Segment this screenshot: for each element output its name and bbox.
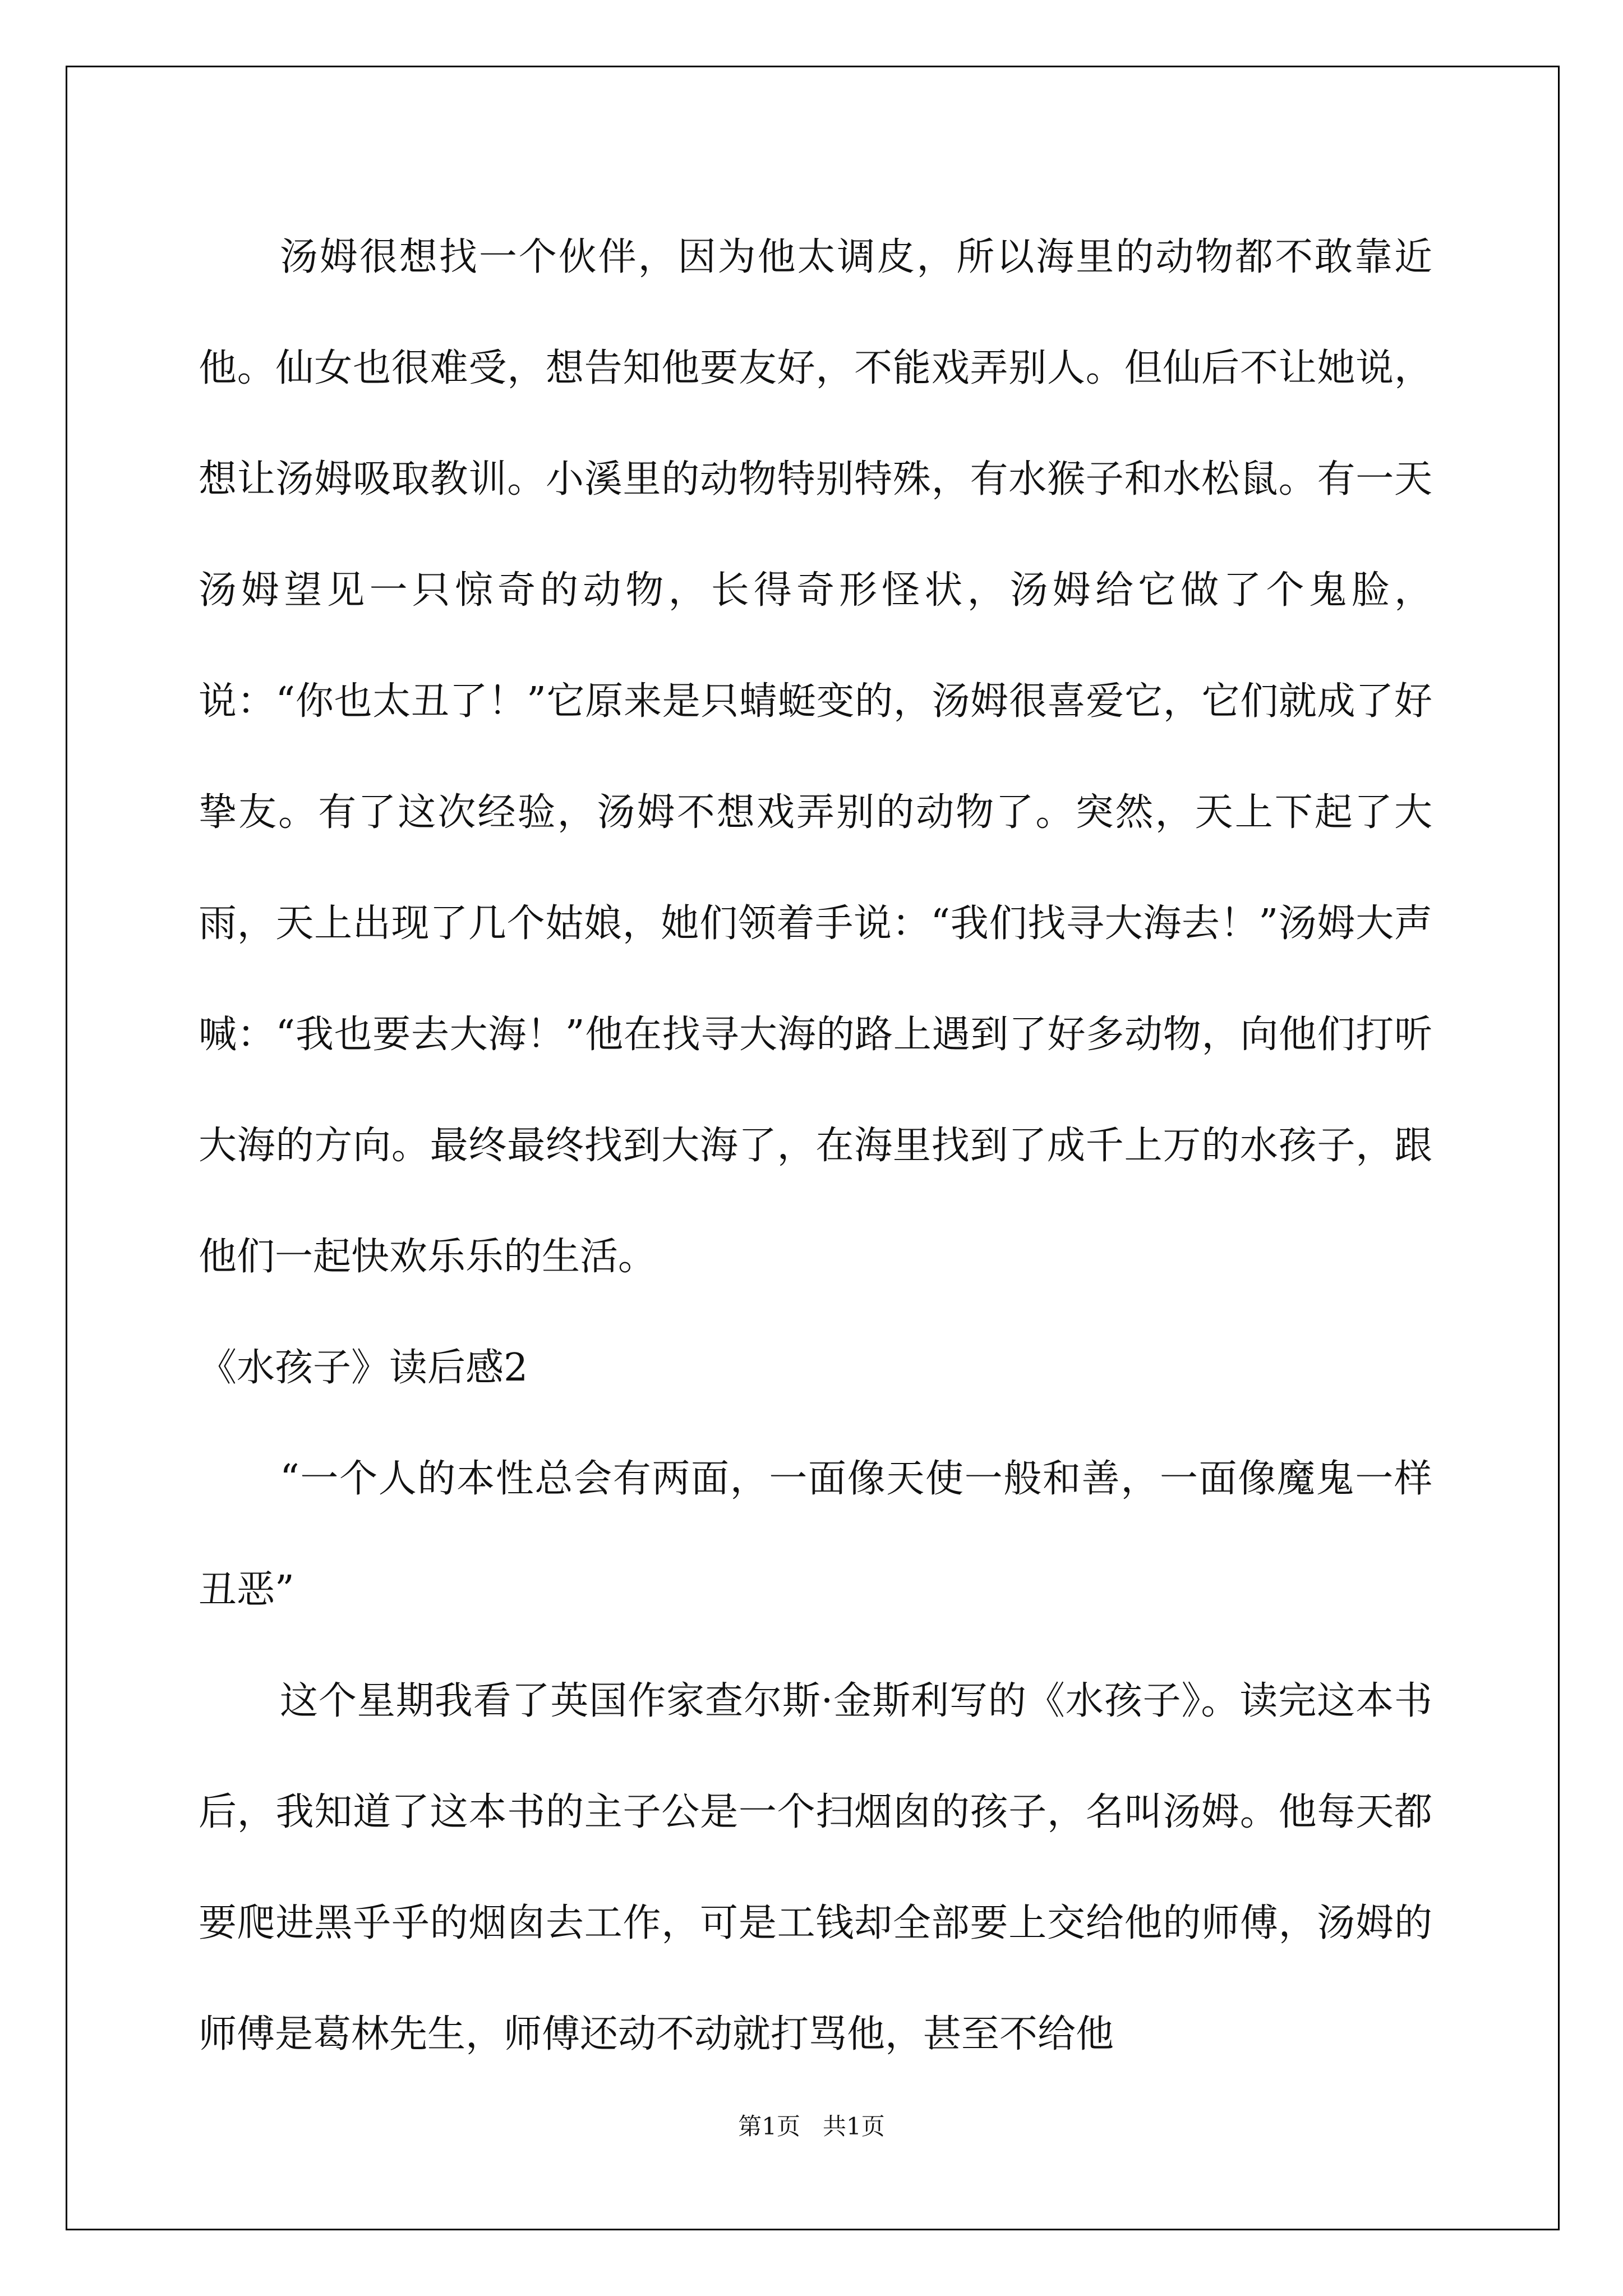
page-footer: 第1页 共1页	[738, 2113, 885, 2140]
paragraph-story-summary: 汤姆很想找一个伙伴，因为他太调皮，所以海里的动物都不敢靠近他。仙女也很难受，想告知他要友好，不能戏弄别人。但仙后不让她说，想让汤姆吸取教训。小溪里的动物特别特殊，有水猴子和水松鼠。有一天汤姆望见一只惊奇的动物，长得奇形怪状，汤姆给它做了个鬼脸，说：“你也太丑了！”它原来是只蜻蜓变的，汤姆很喜爱它，它们就成了好挚友。有了这次经验，汤姆不想戏弄别的动物了。突然，天上下起了大雨，天上出现了几个姑娘，她们领着手说：“我们找寻大海去！”汤姆大声喊：“我也要去大海！”他在找寻大海的路上遇到了好多动物，向他们打听大海的方向。最终最终找到大海了，在海里找到了成千上万的水孩子，跟他们一起快欢乐乐的生活。	[199, 235, 1432, 1279]
document-body	[199, 202, 1432, 2090]
section-heading: 《水孩子》读后感2	[199, 1346, 528, 1390]
paragraph-quote: “一个人的本性总会有两面，一面像天使一般和善，一面像魔鬼一样丑恶”	[199, 1457, 1432, 1612]
paragraph-review: 这个星期我看了英国作家查尔斯·金斯利写的《水孩子》。读完这本书后，我知道了这本书的主子公是一个扫烟囱的孩子，名叫汤姆。他每天都要爬进黑乎乎的烟囱去工作，可是工钱却全部要上交给他的师傅，汤姆的师傅是葛林先生，师傅还动不动就打骂他，甚至不给他	[199, 1679, 1432, 2056]
